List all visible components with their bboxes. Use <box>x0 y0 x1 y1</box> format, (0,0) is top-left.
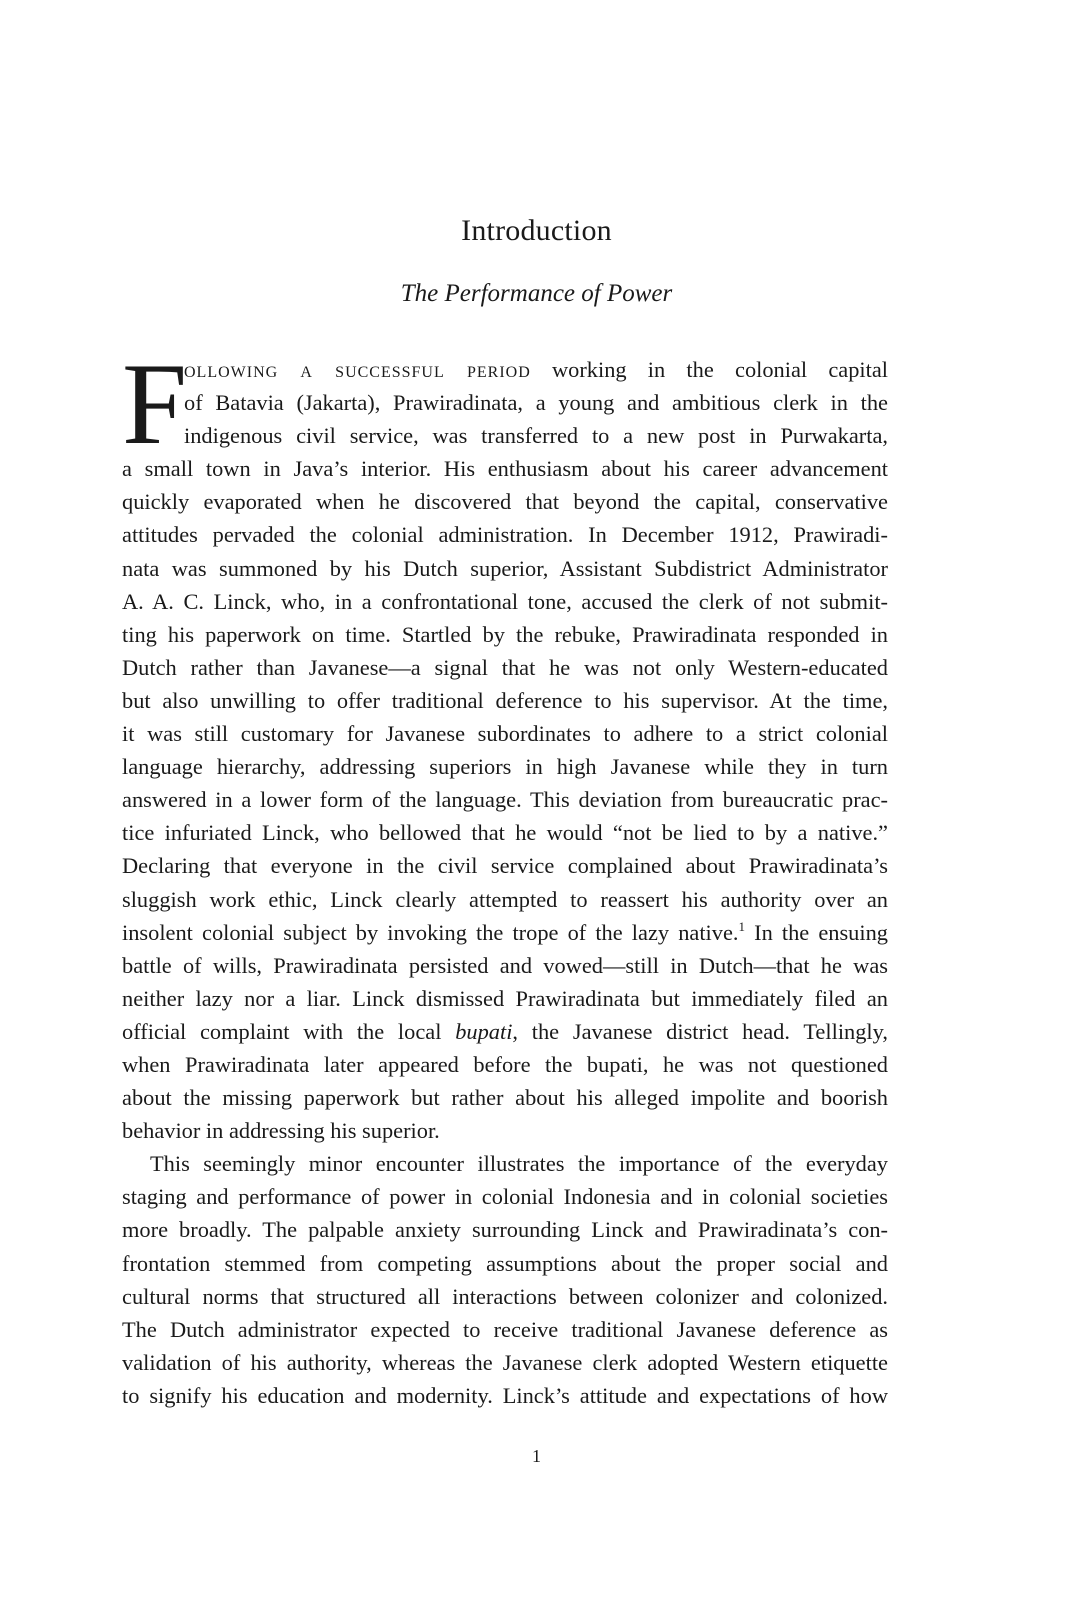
text-line: to signify his education and modernity. Linck’s attitude and expectations of how <box>122 1382 888 1408</box>
opening-small-caps: ollowing a successful period <box>184 357 531 382</box>
text-line: sluggish work ethic, Linck clearly attempted to reassert his authority over an <box>122 886 888 912</box>
text-line: Declaring that everyone in the civil service complained about Prawiradinata’s <box>122 853 888 879</box>
text-line: official complaint with the local bupati, the Javanese district head. Tellingly, <box>122 1018 888 1044</box>
text-line: quickly evaporated when he discovered that beyond the capital, conservative <box>122 489 888 515</box>
text-line: more broadly. The palpable anxiety surrounding Linck and Prawiradinata’s con- <box>122 1217 888 1243</box>
page-number: 1 <box>532 1446 541 1466</box>
text-line: The Dutch administrator expected to receive traditional Javanese deference as <box>122 1316 888 1342</box>
text-line: a small town in Java’s interior. His enthusiasm about his career advancement <box>122 456 888 482</box>
text-line: validation of his authority, whereas the Javanese clerk adopted Western etiquette <box>122 1349 888 1375</box>
text-line: tice infuriated Linck, who bellowed that he would “not be lied to by a native.” <box>122 820 888 846</box>
text-line: answered in a lower form of the language. This deviation from bureaucratic prac- <box>122 787 888 813</box>
text-line: attitudes pervaded the colonial administration. In December 1912, Prawiradi- <box>122 522 888 548</box>
text-line: insolent colonial subject by invoking the trope of the lazy native.$^1$ In the ensuing <box>122 918 888 945</box>
text-line: cultural norms that structured all interactions between colonizer and colonized. <box>122 1283 888 1309</box>
text-line: about the missing paperwork but rather about his alleged impolite and boorish <box>122 1085 888 1111</box>
text-line: indigenous civil service, was transferred to a new post in Purwakarta, <box>184 423 888 449</box>
text-line: staging and performance of power in colonial Indonesia and in colonial societies <box>122 1184 888 1210</box>
text-line: neither lazy nor a liar. Linck dismissed Prawiradinata but immediately filed an <box>122 985 888 1011</box>
chapter-subtitle: The Performance of Power <box>400 280 673 307</box>
text-line: A. A. C. Linck, who, in a confrontational tone, accused the clerk of not submit- <box>122 588 888 614</box>
footnote-reference[interactable]: 1 <box>738 918 745 934</box>
text-line: of Batavia (Jakarta), Prawiradinata, a young and ambitious clerk in the <box>184 390 888 416</box>
text-line: battle of wills, Prawiradinata persisted and vowed—still in Dutch—that he was <box>122 952 888 978</box>
text-line: This seemingly minor encounter illustrates the importance of the everyday <box>150 1151 888 1177</box>
text-line: frontation stemmed from competing assumptions about the proper social and <box>122 1250 888 1276</box>
text-line: ting his paperwork on time. Startled by the rebuke, Prawiradinata responded in <box>122 621 888 647</box>
text-line: it was still customary for Javanese subordinates to adhere to a strict colonial <box>122 721 888 747</box>
text-line: language hierarchy, addressing superiors in high Javanese while they in turn <box>122 754 888 780</box>
text-line: nata was summoned by his Dutch superior, Assistant Subdistrict Administrator <box>122 555 888 581</box>
text-line: Dutch rather than Javanese—a signal that he was not only Western-educated <box>122 654 888 680</box>
text-line: behavior in addressing his superior. <box>122 1118 440 1144</box>
text-line: but also unwilling to offer traditional deference to his supervisor. At the time, <box>122 687 888 713</box>
italic-term: bupati <box>455 1018 513 1044</box>
text-line: ollowing a successful period working in the colonial capital <box>184 357 889 382</box>
text-line: when Prawiradinata later appeared before the bupati, he was not questioned <box>122 1051 888 1077</box>
body-text <box>122 340 889 1412</box>
chapter-title: Introduction <box>461 214 612 247</box>
drop-cap: F <box>122 340 188 469</box>
